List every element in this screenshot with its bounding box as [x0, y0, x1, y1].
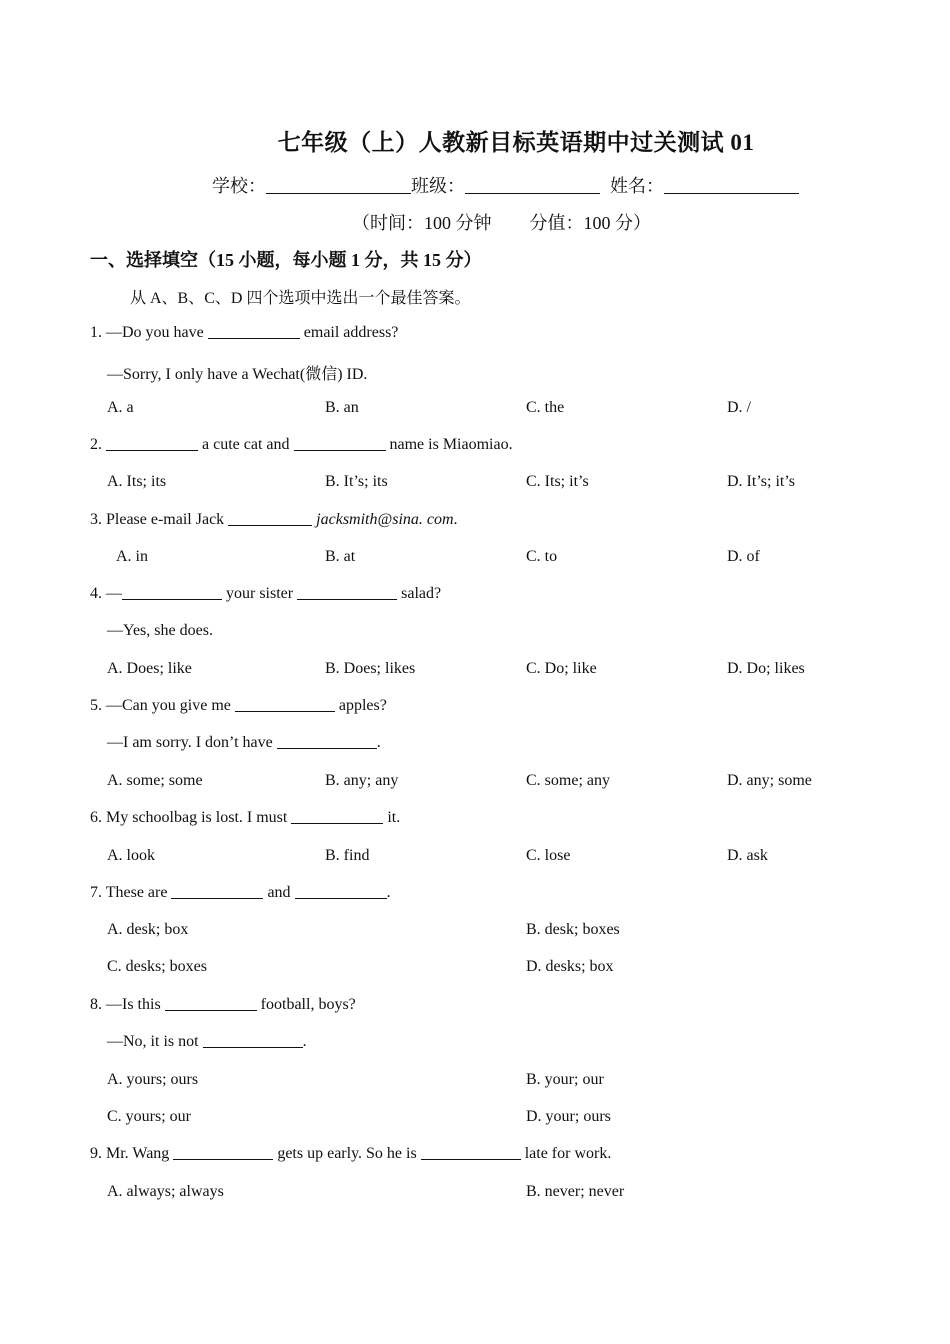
answer-blank	[294, 436, 386, 451]
answer-blank	[208, 324, 300, 339]
name-blank	[664, 177, 799, 194]
question-6: 6. My schoolbag is lost. I must it.	[90, 809, 401, 826]
option-a: A. always; always	[107, 1183, 224, 1200]
student-info-row	[212, 172, 799, 198]
option-a: A. yours; ours	[107, 1071, 199, 1088]
email-address: jacksmith@sina. com	[316, 511, 454, 528]
question-4: 4. — your sister salad?	[90, 585, 442, 602]
option-c: C. Do; like	[526, 660, 597, 677]
option-d: D. desks; box	[526, 958, 614, 975]
option-b: B. an	[325, 399, 359, 416]
answer-blank	[203, 1033, 303, 1048]
question-4-reply: —Yes, she does.	[107, 622, 213, 639]
option-a: A. in	[116, 548, 148, 565]
option-c: C. the	[526, 399, 565, 416]
option-d: D. your; ours	[526, 1108, 611, 1125]
question-8-reply: —No, it is not .	[107, 1033, 307, 1050]
answer-blank	[277, 734, 377, 749]
time-text: （时间：100 分钟	[352, 213, 492, 233]
option-b: B. desk; boxes	[526, 921, 620, 938]
school-blank	[266, 177, 411, 194]
name-label: 姓名：	[610, 176, 664, 196]
option-d: D. ask	[727, 847, 768, 864]
section-instruction: 从 A、B、C、D 四个选项中选出一个最佳答案。	[130, 290, 471, 307]
answer-blank	[106, 436, 198, 451]
answer-blank	[122, 585, 222, 600]
option-d: D. /	[727, 399, 751, 416]
option-c: C. Its; it’s	[526, 473, 589, 490]
option-d: D. It’s; it’s	[727, 473, 796, 490]
question-8: 8. —Is this football, boys?	[90, 996, 356, 1013]
answer-blank	[297, 585, 397, 600]
option-a: A. some; some	[107, 772, 203, 789]
class-blank	[465, 177, 600, 194]
answer-blank	[228, 511, 312, 526]
option-c: C. lose	[526, 847, 571, 864]
exam-title: 七年级（上）人教新目标英语期中过关测试 01	[277, 130, 755, 155]
section-title: 一、选择填空（15 小题，每小题 1 分，共 15 分）	[90, 250, 482, 270]
answer-blank	[291, 809, 383, 824]
option-c: C. to	[526, 548, 558, 565]
school-label: 学校：	[212, 176, 266, 196]
question-3: 3. Please e-mail Jack jacksmith@sina. com.	[90, 511, 458, 528]
question-1: 1. —Do you have email address?	[90, 324, 399, 341]
answer-blank	[295, 884, 387, 899]
option-a: A. desk; box	[107, 921, 189, 938]
answer-blank	[235, 697, 335, 712]
question-1-reply: —Sorry, I only have a Wechat(微信) ID.	[107, 366, 368, 383]
time-score-row	[352, 209, 651, 235]
option-d: D. of	[727, 548, 760, 565]
answer-blank	[171, 884, 263, 899]
option-b: B. find	[325, 847, 370, 864]
option-b: B. at	[325, 548, 356, 565]
question-2: 2. a cute cat and name is Miaomiao.	[90, 436, 513, 453]
option-d: D. any; some	[727, 772, 812, 789]
option-b: B. It’s; its	[325, 473, 388, 490]
question-5: 5. —Can you give me apples?	[90, 697, 387, 714]
option-b: B. your; our	[526, 1071, 604, 1088]
class-label: 班级：	[411, 176, 465, 196]
option-b: B. Does; likes	[325, 660, 416, 677]
option-c: C. yours; our	[107, 1108, 191, 1125]
question-9: 9. Mr. Wang gets up early. So he is late for work.	[90, 1145, 612, 1162]
option-d: D. Do; likes	[727, 660, 805, 677]
question-7: 7. These are and .	[90, 884, 391, 901]
option-a: A. Does; like	[107, 660, 192, 677]
option-b: B. any; any	[325, 772, 399, 789]
option-c: C. desks; boxes	[107, 958, 207, 975]
option-c: C. some; any	[526, 772, 610, 789]
option-a: A. Its; its	[107, 473, 167, 490]
option-b: B. never; never	[526, 1183, 625, 1200]
answer-blank	[173, 1145, 273, 1160]
score-text: 分值：100 分）	[529, 213, 651, 233]
answer-blank	[165, 996, 257, 1011]
question-5-reply: —I am sorry. I don’t have .	[107, 734, 381, 751]
answer-blank	[421, 1145, 521, 1160]
option-a: A. a	[107, 399, 134, 416]
option-a: A. look	[107, 847, 155, 864]
